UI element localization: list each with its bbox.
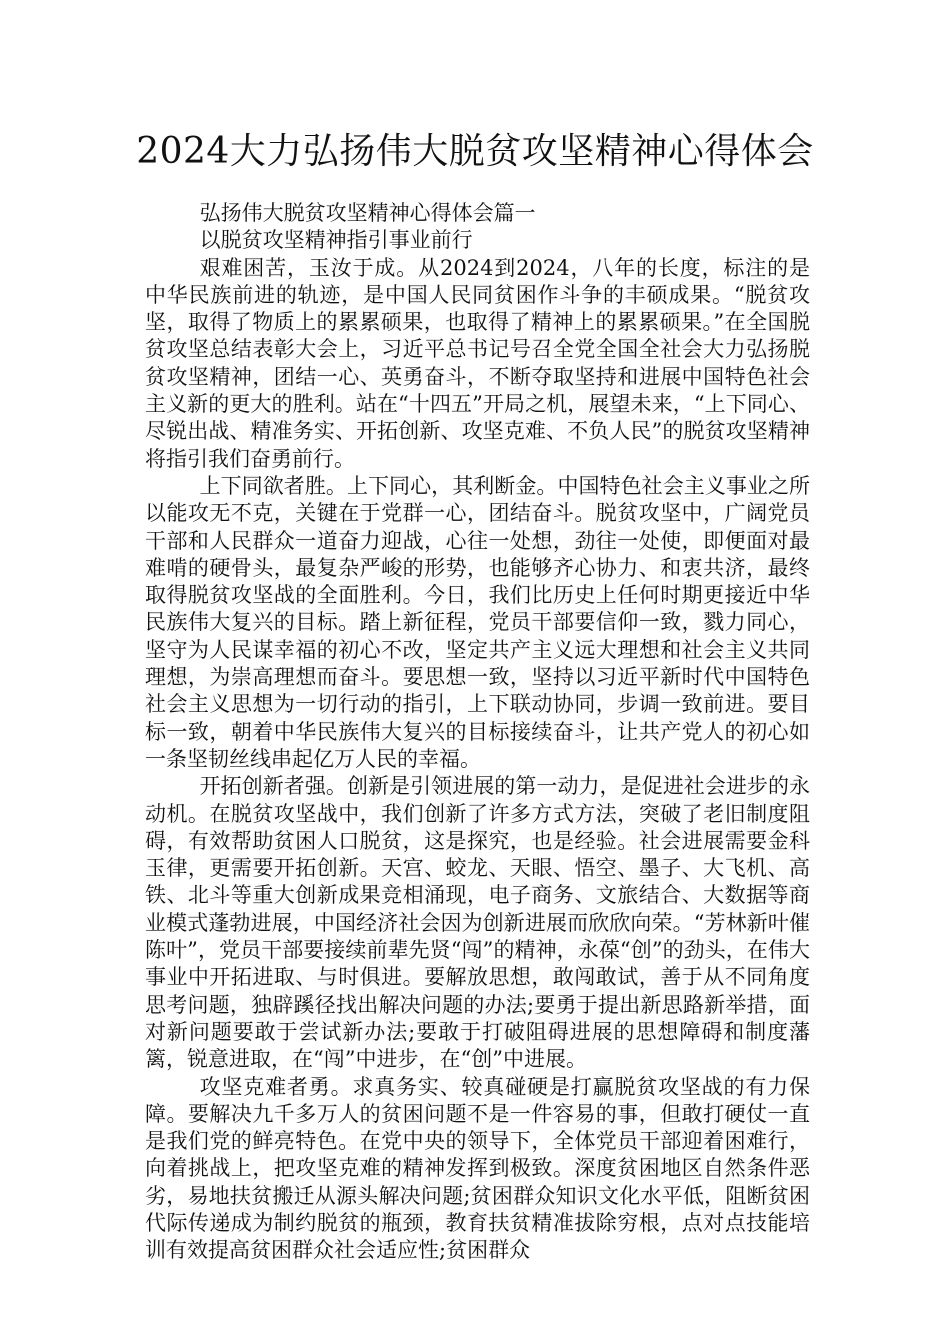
paragraph: 上下同欲者胜。上下同心，其利断金。中国特色社会主义事业之所以能攻无不克，关键在于党群一心，团结奋斗。脱贫攻坚中，广阔党员干部和人民群众一道奋力迎战，心往一处想，劲往一处使，即便面对最难啃的硬骨头，最复杂严峻的形势，也能够齐心协力、和衷共济，最终取得脱贫攻坚战的全面胜利。今日，我们比历史上任何时期更接近中华民族伟大复兴的目标。踏上新征程，党员干部要信仰一致，戮力同心，坚守为人民谋幸福的初心不改，坚定共产主义远大理想和社会主义共同理想，为崇高理想而奋斗。要思想一致，坚持以习近平新时代中国特色社会主义思想为一切行动的指引，上下联动协同，步调一致前进。要目标一致，朝着中华民族伟大复兴的目标接续奋斗，让共产党人的初心如一条坚韧丝线串起亿万人民的幸福。 [145,473,810,771]
paragraph: 艰难困苦，玉汝于成。从2024到2024，八年的长度，标注的是中华民族前进的轨迹，是中国人民同贫困作斗争的丰硕成果。“脱贫攻坚，取得了物质上的累累硕果，也取得了精神上的累累硕果。”在全国脱贫攻坚总结表彰大会上，习近平总书记号召全党全国全社会大力弘扬脱贫攻坚精神，团结一心、英勇奋斗，不断夺取坚持和进展中国特色社会主义新的更大的胜利。站在“十四五”开局之机，展望未来，“上下同心、尽锐出战、精准务实、开拓创新、攻坚克难、不负人民”的脱贫攻坚精神将指引我们奋勇前行。 [145,255,810,471]
document-title: 2024大力弘扬伟大脱贫攻坚精神心得体会 [136,131,814,172]
paragraph: 攻坚克难者勇。求真务实、较真碰硬是打赢脱贫攻坚战的有力保障。要解决九千多万人的贫困问题不是一件容易的事，但敢打硬仗一直是我们党的鲜亮特色。在党中央的领导下，全体党员干部迎着困难行，向着挑战上，把攻坚克难的精神发挥到极致。深度贫困地区自然条件恶劣，易地扶贫搬迁从源头解决问题;贫困群众知识文化水平低，阻断贫困代际传递成为制约脱贫的瓶颈，教育扶贫精准拔除穷根，点对点技能培训有效提高贫困群众社会适应性;贫困群众 [145,1074,810,1263]
paragraph: 开拓创新者强。创新是引领进展的第一动力，是促进社会进步的永动机。在脱贫攻坚战中，我们创新了许多方式方法，突破了老旧制度阻碍，有效帮助贫困人口脱贫，这是探究，也是经验。社会进展需要金科玉律，更需要开拓创新。天宫、蛟龙、天眼、悟空、墨子、大飞机、高铁、北斗等重大创新成果竞相涌现，电子商务、文旅结合、大数据等商业模式蓬勃进展，中国经济社会因为创新进展而欣欣向荣。“芳林新叶催陈叶”，党员干部要接续前辈先贤“闯”的精神，永葆“创”的劲头，在伟大事业中开拓进取、与时俱进。要解放思想，敢闯敢试，善于从不同角度思考问题，独辟蹊径找出解决问题的办法;要勇于提出新思路新举措，面对新问题要敢于尝试新办法;要敢于打破阻碍进展的思想障碍和制度藩篱，锐意进取，在“闯”中进步，在“创”中进展。 [145,774,810,1072]
section-heading: 弘扬伟大脱贫攻坚精神心得体会篇一 [199,201,536,225]
document-body [145,200,810,1265]
article-subtitle: 以脱贫攻坚精神指引事业前行 [199,228,473,253]
